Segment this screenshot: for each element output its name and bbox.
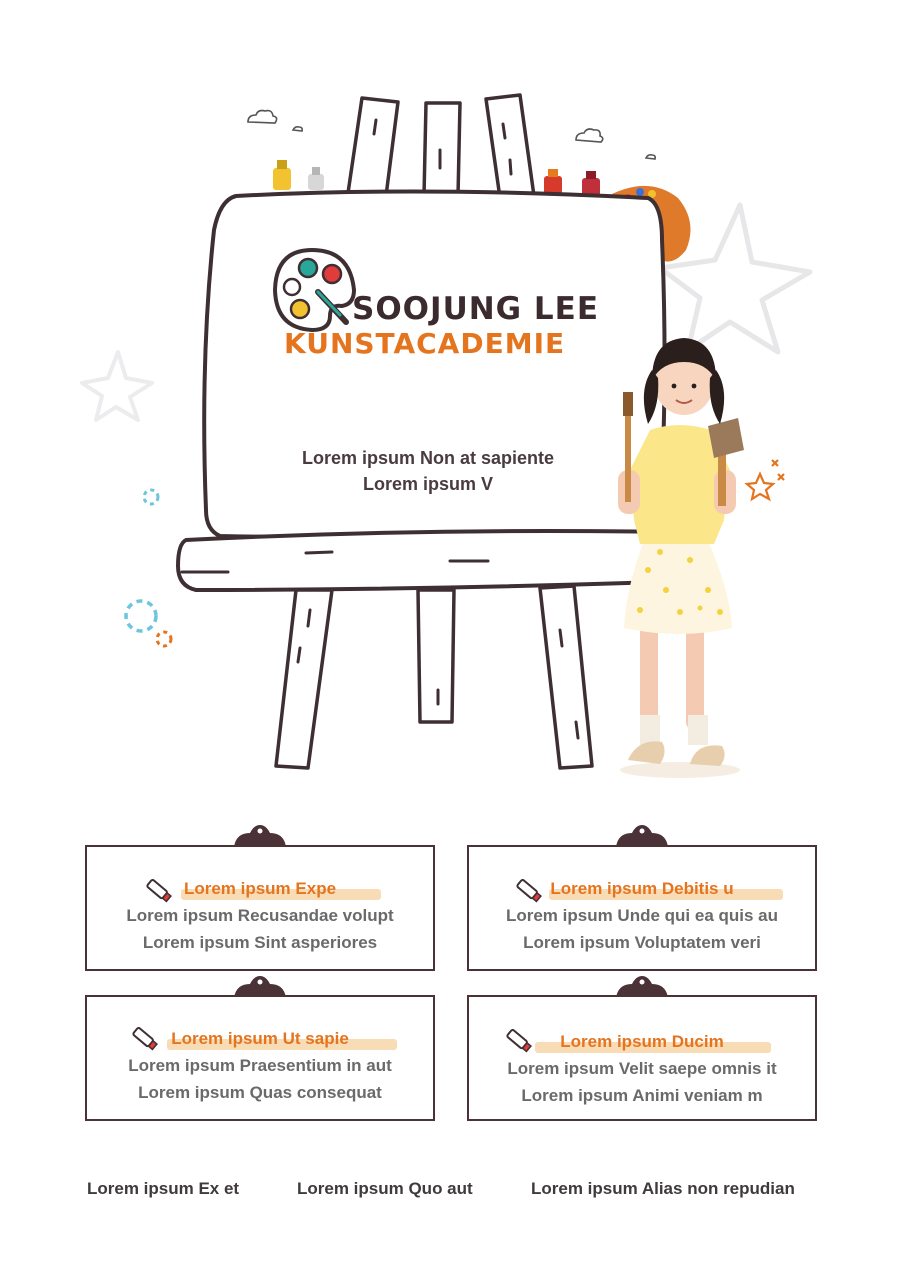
sparkle-star-icon [747,460,784,499]
info-card-1 [85,845,435,971]
tagline-line2: Lorem ipsum V [362,474,494,494]
info-card-3 [85,995,435,1121]
card-title: Lorem ipsum Expe [183,879,337,898]
card-text-line1: Lorem ipsum Praesentium in aut [128,1056,392,1075]
info-card-2 [467,845,817,971]
clip-icon [614,823,670,847]
info-card-4 [467,995,817,1121]
card-text-line2: Lorem ipsum Sint asperiores [142,933,378,952]
star-doodle-icon [82,352,152,420]
brand-name-line2: KUNSTACADEMIE [284,327,566,360]
card-text-line2: Lorem ipsum Quas consequat [138,1083,382,1102]
card-text-line1: Lorem ipsum Velit saepe omnis it [507,1059,777,1078]
card-text-line2: Lorem ipsum Animi veniam m [521,1086,763,1105]
palette-logo-icon [275,250,354,330]
card-text-line1: Lorem ipsum Recusandae volupt [126,906,394,925]
card-title: Lorem ipsum Debitis u [550,879,734,898]
clip-icon [232,823,288,847]
card-text-line1: Lorem ipsum Unde qui ea quis au [505,906,779,925]
card-text-line2: Lorem ipsum Voluptatem veri [523,933,761,952]
card-title: Lorem ipsum Ut sapie [171,1029,349,1048]
footer-item-1: Lorem ipsum Ex et [87,1179,240,1198]
footer-item-2: Lorem ipsum Quo aut [297,1179,473,1198]
card-title: Lorem ipsum Ducim [560,1032,724,1051]
brand-name-line1: SOOJUNG LEE [352,291,600,327]
footer-item-3: Lorem ipsum Alias non repudian [531,1179,795,1198]
tagline-line1: Lorem ipsum Non at sapiente [301,448,555,468]
